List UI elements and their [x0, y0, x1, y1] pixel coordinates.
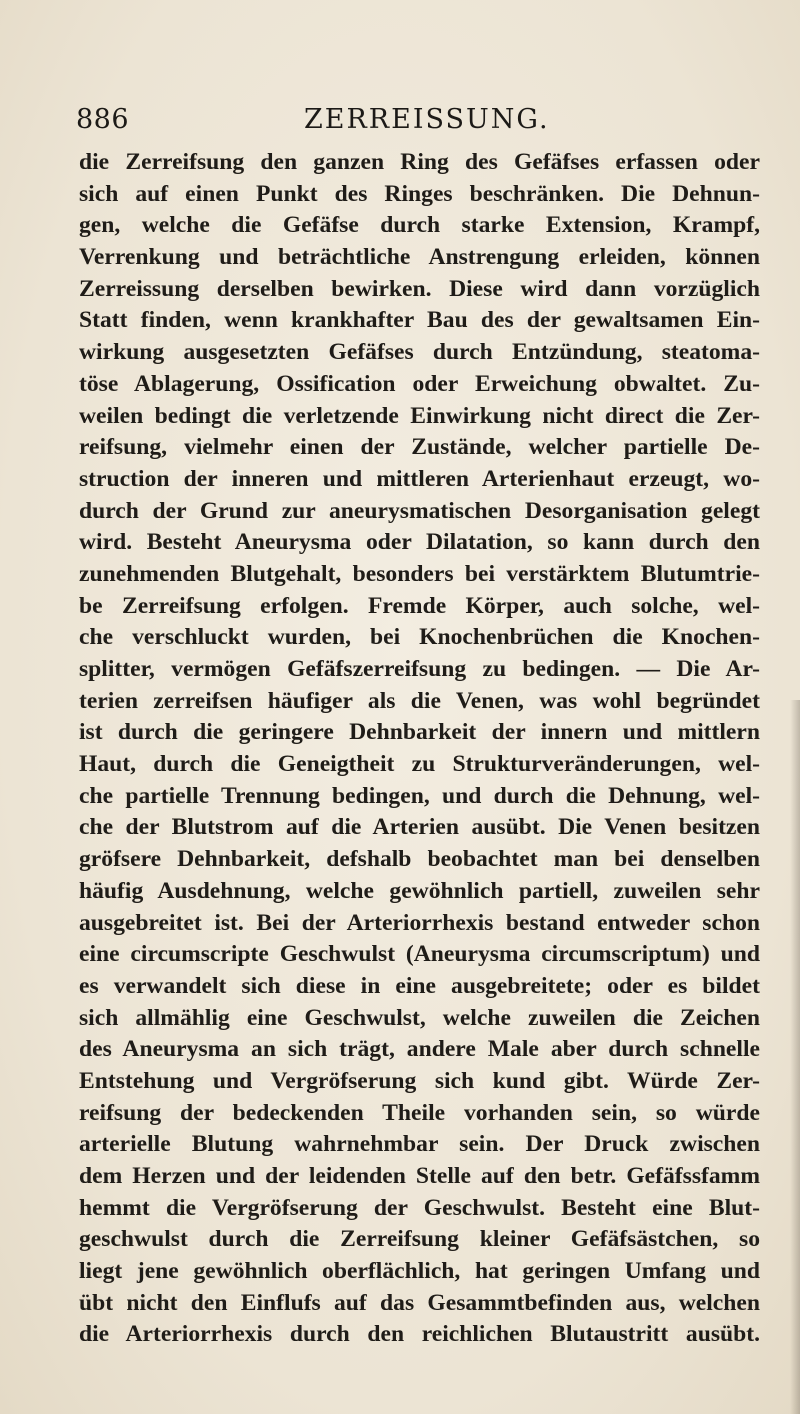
text-line: sich allmählig eine Geschwulst, welche zuweilen die Zeichen	[79, 1004, 760, 1031]
text-line: ist durch die geringere Dehnbarkeit der innern und mittlern	[79, 719, 760, 746]
text-line: terien zerreifsen häufiger als die Venen, was wohl begründet	[79, 687, 760, 714]
text-line: struction der inneren und mittleren Arterienhaut erzeugt, wo-	[79, 465, 760, 492]
text-line: liegt jene gewöhnlich oberflächlich, hat geringen Umfang und	[79, 1258, 760, 1285]
text-line: reifsung, vielmehr einen der Zustände, welcher partielle De-	[79, 434, 760, 461]
text-line: des Aneurysma an sich trägt, andere Male aber durch schnelle	[79, 1036, 760, 1063]
text-line: weilen bedingt die verletzende Einwirkung nicht direct die Zer-	[79, 402, 760, 429]
text-line: dem Herzen und der leidenden Stelle auf den betr. Gefäfssfamm	[79, 1163, 760, 1189]
text-line: Haut, durch die Geneigtheit zu Strukturveränderungen, wel-	[79, 751, 760, 778]
text-line: gröfsere Dehnbarkeit, defshalb beobachtet man bei denselben	[79, 846, 760, 873]
text-line: wirkung ausgesetzten Gefäfses durch Entzündung, steatoma-	[79, 339, 760, 366]
text-line: che verschluckt wurden, bei Knochenbrüchen die Knochen-	[79, 624, 760, 651]
text-line: es verwandelt sich diese in eine ausgebreitete; oder es bildet	[79, 972, 760, 999]
page-header	[76, 104, 756, 140]
text-line: ausgebreitet ist. Bei der Arteriorrhexis bestand entweder schon	[79, 909, 760, 936]
text-line: töse Ablagerung, Ossification oder Erweichung obwaltet. Zu-	[79, 370, 760, 397]
running-head: ZERREISSUNG.	[304, 104, 550, 135]
text-line: arterielle Blutung wahrnehmbar sein. Der Druck zwischen	[79, 1131, 760, 1158]
text-line: Verrenkung und beträchtliche Anstrengung erleiden, können	[79, 244, 760, 271]
text-line: die Arteriorrhexis durch den reichlichen Blutaustritt ausübt.	[79, 1321, 760, 1348]
text-line: eine circumscripte Geschwulst (Aneurysma circumscriptum) und	[79, 941, 760, 968]
text-line: reifsung der bedeckenden Theile vorhanden sein, so würde	[79, 1099, 760, 1126]
text-line: Statt finden, wenn krankhafter Bau des der gewaltsamen Ein-	[79, 307, 760, 334]
text-line: durch der Grund zur aneurysmatischen Desorganisation gelegt	[79, 497, 760, 524]
text-line: che der Blutstrom auf die Arterien ausübt. Die Venen besitzen	[79, 814, 760, 841]
body-text	[79, 147, 760, 1351]
text-line: zunehmenden Blutgehalt, besonders bei verstärktem Blutumtrie-	[79, 560, 760, 587]
text-line: be Zerreifsung erfolgen. Fremde Körper, auch solche, wel-	[79, 592, 760, 619]
page-number: 886	[76, 104, 130, 135]
text-line: die Zerreifsung den ganzen Ring des Gefäfses erfassen oder	[79, 149, 760, 175]
text-line: sich auf einen Punkt des Ringes beschränken. Die Dehnun-	[79, 180, 760, 207]
text-line: geschwulst durch die Zerreifsung kleiner Gefäfsästchen, so	[79, 1226, 760, 1253]
text-line: Zerreissung derselben bewirken. Diese wird dann vorzüglich	[79, 275, 760, 302]
page-edge-shadow	[790, 700, 800, 1414]
text-line: wird. Besteht Aneurysma oder Dilatation, so kann durch den	[79, 529, 760, 556]
text-line: übt nicht den Einflufs auf das Gesammtbefinden aus, welchen	[79, 1289, 760, 1316]
text-line: splitter, vermögen Gefäfszerreifsung zu bedingen. — Die Ar-	[79, 656, 760, 682]
text-line: häufig Ausdehnung, welche gewöhnlich partiell, zuweilen sehr	[79, 877, 760, 904]
text-line: hemmt die Vergröfserung der Geschwulst. Besteht eine Blut-	[79, 1194, 760, 1221]
text-line: gen, welche die Gefäfse durch starke Extension, Krampf,	[79, 212, 760, 239]
text-line: Entstehung und Vergröfserung sich kund gibt. Würde Zer-	[79, 1067, 760, 1094]
text-line: che partielle Trennung bedingen, und durch die Dehnung, wel-	[79, 782, 760, 809]
